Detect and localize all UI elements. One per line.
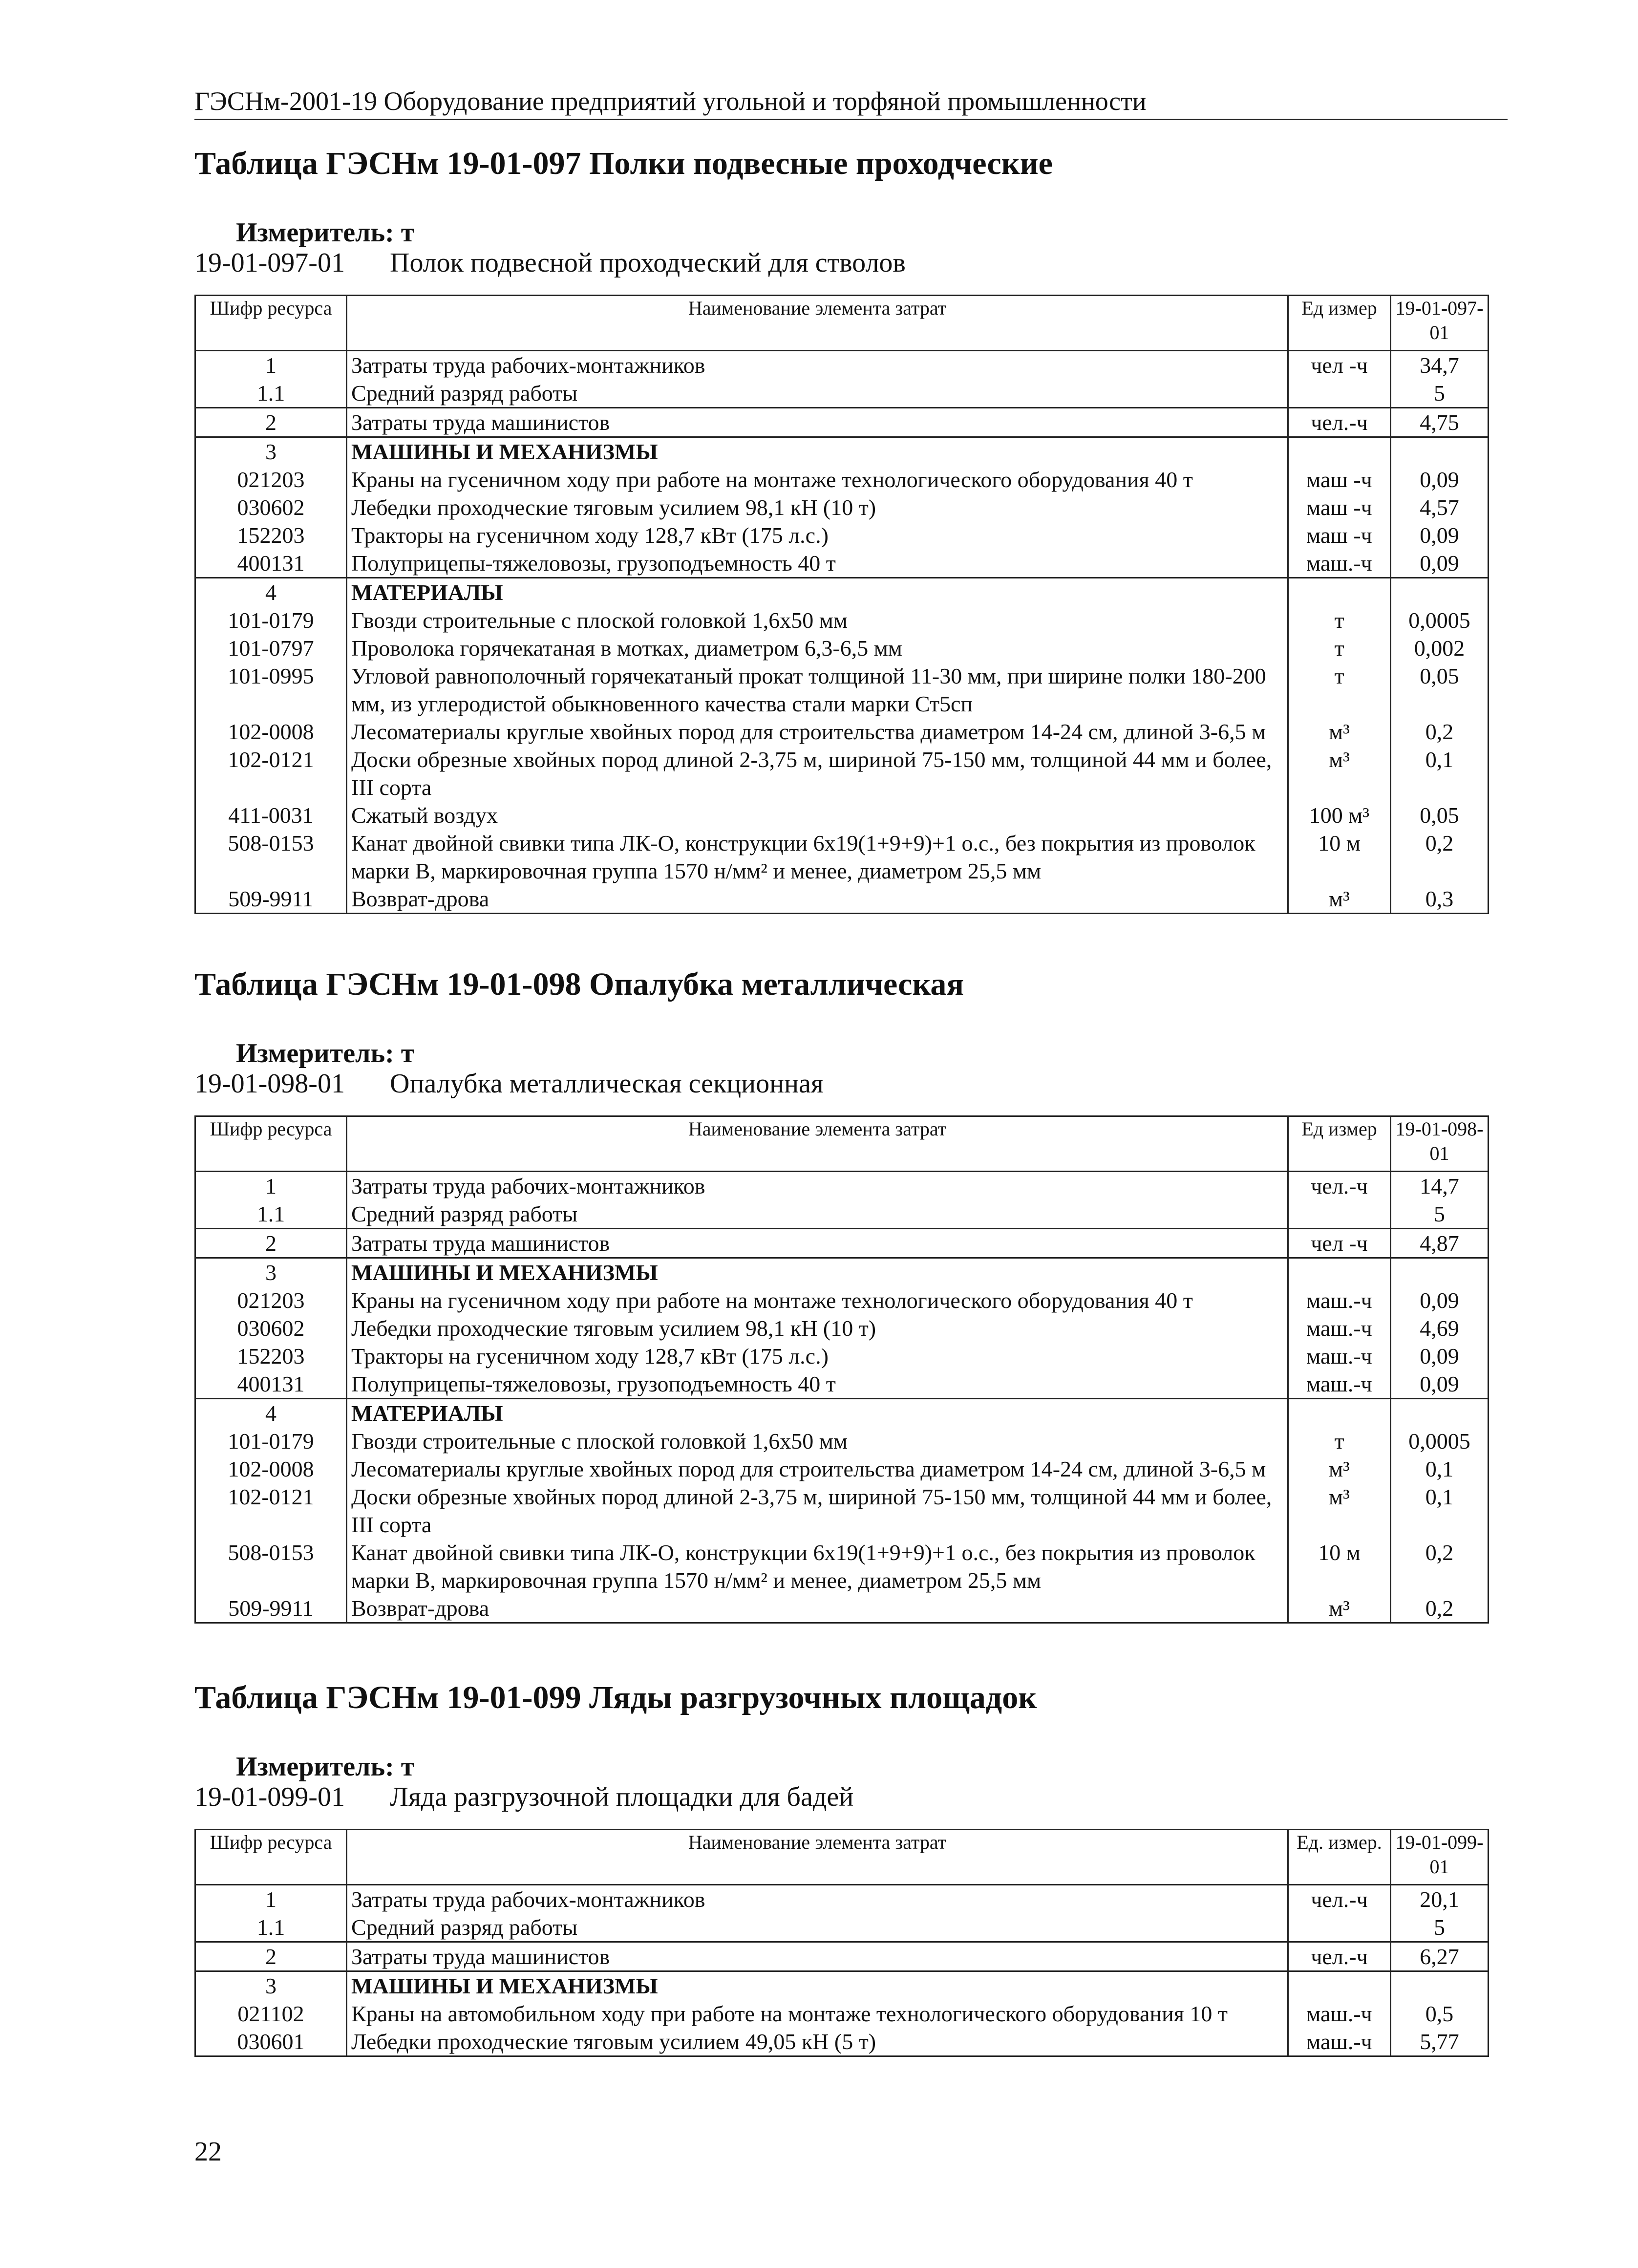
- resource-code: 2: [195, 1229, 347, 1258]
- cost-element-name: Лебедки проходческие тяговым усилием 98,1 кН (10 т): [347, 493, 1288, 521]
- column-header-unit: Ед. измер.: [1288, 1830, 1391, 1885]
- norm-value: 20,1: [1391, 1885, 1489, 1914]
- cost-element-name: Канат двойной свивки типа ЛК-О, конструкции 6х19(1+9+9)+1 о.с., без покрытия из проволок марки В, маркировочная группа 1570 н/мм² и менее, диаметром 25,5 мм: [347, 829, 1288, 885]
- resource-code: 101-0797: [195, 634, 347, 662]
- cost-element-name: МАШИНЫ И МЕХАНИЗМЫ: [347, 1258, 1288, 1287]
- norm-value: 0,2: [1391, 829, 1489, 885]
- resource-code: 4: [195, 578, 347, 607]
- resource-code: 508-0153: [195, 1539, 347, 1594]
- unit-of-measure: т: [1288, 634, 1391, 662]
- unit-of-measure: м³: [1288, 746, 1391, 801]
- norm-value: 5,77: [1391, 2028, 1489, 2056]
- table-header-row: [195, 1116, 1489, 1172]
- unit-of-measure: чел -ч: [1288, 351, 1391, 380]
- cost-element-name: Краны на автомобильном ходу при работе на монтаже технологического оборудования 10 т: [347, 2000, 1288, 2028]
- table-header-row: [195, 1830, 1489, 1885]
- cost-element-name: МАТЕРИАЛЫ: [347, 578, 1288, 607]
- norm-value: 5: [1391, 1913, 1489, 1942]
- table-row: [195, 1539, 1489, 1594]
- unit-of-measure: [1288, 1200, 1391, 1229]
- unit-of-measure: [1288, 1399, 1391, 1428]
- table-title: Таблица ГЭСНм 19-01-099 Ляды разгрузочных площадок: [194, 1680, 1037, 1715]
- norm-value: 0,2: [1391, 1594, 1489, 1623]
- unit-of-measure: маш.-ч: [1288, 2028, 1391, 2056]
- norm-code-line: [194, 1782, 1489, 1812]
- unit-of-measure: маш.-ч: [1288, 1314, 1391, 1342]
- table-row: [195, 2028, 1489, 2056]
- table-row: [195, 351, 1489, 380]
- norm-value: [1391, 1258, 1489, 1287]
- table-row: [195, 549, 1489, 578]
- table-row: [195, 1342, 1489, 1370]
- table-row: [195, 634, 1489, 662]
- norm-name: Ляда разгрузочной площадки для бадей: [390, 1782, 854, 1812]
- norm-value: 0,2: [1391, 718, 1489, 746]
- table-row: [195, 1172, 1489, 1200]
- unit-of-measure: чел.-ч: [1288, 1942, 1391, 1971]
- cost-element-name: Тракторы на гусеничном ходу 128,7 кВт (175 л.с.): [347, 1342, 1288, 1370]
- meter-label: Измеритель:: [236, 217, 394, 248]
- cost-element-name: Средний разряд работы: [347, 1913, 1288, 1942]
- cost-element-name: Средний разряд работы: [347, 379, 1288, 408]
- column-header-unit: Ед измер: [1288, 296, 1391, 351]
- cost-element-name: Краны на гусеничном ходу при работе на монтаже технологического оборудования 40 т: [347, 466, 1288, 493]
- column-header-value: 19-01-099-01: [1391, 1830, 1489, 1885]
- column-header-code: Шифр ресурса: [195, 1830, 347, 1885]
- norm-value: 0,05: [1391, 662, 1489, 718]
- cost-element-name: Доски обрезные хвойных пород длиной 2-3,75 м, шириной 75-150 мм, толщиной 44 мм и более, III сорта: [347, 746, 1288, 801]
- resource-code: 1: [195, 351, 347, 380]
- table-row: [195, 379, 1489, 408]
- norm-value: 6,27: [1391, 1942, 1489, 1971]
- table-row: [195, 466, 1489, 493]
- norm-value: 0,002: [1391, 634, 1489, 662]
- resource-code: 101-0179: [195, 606, 347, 634]
- norm-value: 0,05: [1391, 801, 1489, 829]
- table-row: [195, 437, 1489, 466]
- unit-of-measure: 10 м: [1288, 1539, 1391, 1594]
- table-row: [195, 801, 1489, 829]
- cost-element-name: Затраты труда рабочих-монтажников: [347, 1885, 1288, 1914]
- resource-code: 2: [195, 1942, 347, 1971]
- norm-value: 4,57: [1391, 493, 1489, 521]
- table-row: [195, 1427, 1489, 1455]
- table-section-099: [194, 1678, 1489, 2057]
- norm-value: 4,69: [1391, 1314, 1489, 1342]
- resource-code: 508-0153: [195, 829, 347, 885]
- norm-value: 4,87: [1391, 1229, 1489, 1258]
- table-row: [195, 718, 1489, 746]
- norm-value: 0,09: [1391, 549, 1489, 578]
- column-header-value: 19-01-097-01: [1391, 296, 1489, 351]
- table-row: [195, 1229, 1489, 1258]
- cost-element-name: МАШИНЫ И МЕХАНИЗМЫ: [347, 1971, 1288, 2000]
- resource-code: 3: [195, 437, 347, 466]
- unit-of-measure: м³: [1288, 1483, 1391, 1539]
- cost-element-name: Краны на гусеничном ходу при работе на монтаже технологического оборудования 40 т: [347, 1286, 1288, 1314]
- cost-element-name: МАТЕРИАЛЫ: [347, 1399, 1288, 1428]
- unit-of-measure: м³: [1288, 1455, 1391, 1483]
- table-header-row: [195, 296, 1489, 351]
- unit-of-measure: [1288, 578, 1391, 607]
- norm-name: Опалубка металлическая секционная: [390, 1069, 824, 1099]
- table-row: [195, 1370, 1489, 1399]
- resource-code: 2: [195, 408, 347, 437]
- cost-element-name: Лебедки проходческие тяговым усилием 49,05 кН (5 т): [347, 2028, 1288, 2056]
- unit-of-measure: маш.-ч: [1288, 549, 1391, 578]
- column-header-name: Наименование элемента затрат: [347, 1116, 1288, 1172]
- resource-code: 1: [195, 1885, 347, 1914]
- norm-code: 19-01-099-01: [194, 1782, 345, 1812]
- norm-value: 0,09: [1391, 466, 1489, 493]
- table-row: [195, 1942, 1489, 1971]
- table-row: [195, 1594, 1489, 1623]
- unit-of-measure: [1288, 1913, 1391, 1942]
- table-row: [195, 1885, 1489, 1914]
- cost-element-name: Затраты труда рабочих-монтажников: [347, 351, 1288, 380]
- norm-value: 0,09: [1391, 1370, 1489, 1399]
- table-row: [195, 1258, 1489, 1287]
- resource-code: 400131: [195, 549, 347, 578]
- resource-code: 3: [195, 1258, 347, 1287]
- norm-code: 19-01-097-01: [194, 248, 345, 278]
- unit-of-measure: т: [1288, 606, 1391, 634]
- norm-value: 4,75: [1391, 408, 1489, 437]
- meter-label: Измеритель:: [236, 1752, 394, 1782]
- norm-value: 5: [1391, 379, 1489, 408]
- unit-of-measure: маш.-ч: [1288, 1342, 1391, 1370]
- resource-code: 030602: [195, 1314, 347, 1342]
- cost-table: [194, 1115, 1489, 1624]
- resource-code: 030602: [195, 493, 347, 521]
- unit-of-measure: м³: [1288, 885, 1391, 914]
- unit-of-measure: [1288, 1258, 1391, 1287]
- table-row: [195, 1314, 1489, 1342]
- norm-value: 0,1: [1391, 1455, 1489, 1483]
- column-header-value: 19-01-098-01: [1391, 1116, 1489, 1172]
- unit-of-measure: м³: [1288, 718, 1391, 746]
- resource-code: 030601: [195, 2028, 347, 2056]
- cost-element-name: Полуприцепы-тяжеловозы, грузоподъемность 40 т: [347, 1370, 1288, 1399]
- table-row: [195, 662, 1489, 718]
- table-title: Таблица ГЭСНм 19-01-098 Опалубка металлическая: [194, 966, 964, 1002]
- page-number: 22: [194, 2137, 222, 2167]
- unit-of-measure: [1288, 1971, 1391, 2000]
- norm-code-line: [194, 248, 1489, 278]
- meter-line: [194, 217, 1489, 248]
- norm-value: 0,3: [1391, 885, 1489, 914]
- norm-value: 14,7: [1391, 1172, 1489, 1200]
- cost-element-name: Лебедки проходческие тяговым усилием 98,1 кН (10 т): [347, 1314, 1288, 1342]
- cost-element-name: Затраты труда машинистов: [347, 408, 1288, 437]
- cost-element-name: МАШИНЫ И МЕХАНИЗМЫ: [347, 437, 1288, 466]
- unit-of-measure: чел.-ч: [1288, 1172, 1391, 1200]
- unit-of-measure: [1288, 437, 1391, 466]
- cost-element-name: Лесоматериалы круглые хвойных пород для строительства диаметром 14-24 см, длиной 3-6,5 м: [347, 718, 1288, 746]
- resource-code: 021203: [195, 466, 347, 493]
- cost-element-name: Доски обрезные хвойных пород длиной 2-3,75 м, шириной 75-150 мм, толщиной 44 мм и более, III сорта: [347, 1483, 1288, 1539]
- table-row: [195, 1971, 1489, 2000]
- table-row: [195, 1200, 1489, 1229]
- unit-of-measure: чел.-ч: [1288, 408, 1391, 437]
- norm-value: 0,09: [1391, 1342, 1489, 1370]
- column-header-name: Наименование элемента затрат: [347, 296, 1288, 351]
- resource-code: 400131: [195, 1370, 347, 1399]
- table-row: [195, 1913, 1489, 1942]
- unit-of-measure: маш -ч: [1288, 521, 1391, 549]
- resource-code: 102-0008: [195, 718, 347, 746]
- cost-element-name: Затраты труда рабочих-монтажников: [347, 1172, 1288, 1200]
- unit-of-measure: 100 м³: [1288, 801, 1391, 829]
- cost-element-name: Проволока горячекатаная в мотках, диаметром 6,3-6,5 мм: [347, 634, 1288, 662]
- norm-value: 0,0005: [1391, 606, 1489, 634]
- norm-value: [1391, 578, 1489, 607]
- resource-code: 102-0121: [195, 746, 347, 801]
- table-row: [195, 578, 1489, 607]
- cost-element-name: Средний разряд работы: [347, 1200, 1288, 1229]
- resource-code: 152203: [195, 1342, 347, 1370]
- meter-unit: т: [401, 217, 415, 248]
- table-row: [195, 829, 1489, 885]
- table-row: [195, 1483, 1489, 1539]
- table-row: [195, 408, 1489, 437]
- table-row: [195, 746, 1489, 801]
- norm-value: [1391, 1399, 1489, 1428]
- resource-code: 4: [195, 1399, 347, 1428]
- resource-code: 509-9911: [195, 1594, 347, 1623]
- column-header-code: Шифр ресурса: [195, 1116, 347, 1172]
- norm-value: 0,0005: [1391, 1427, 1489, 1455]
- norm-value: 0,09: [1391, 521, 1489, 549]
- column-header-unit: Ед измер: [1288, 1116, 1391, 1172]
- column-header-code: Шифр ресурса: [195, 296, 347, 351]
- norm-value: 34,7: [1391, 351, 1489, 380]
- unit-of-measure: чел -ч: [1288, 1229, 1391, 1258]
- unit-of-measure: т: [1288, 1427, 1391, 1455]
- resource-code: 021102: [195, 2000, 347, 2028]
- unit-of-measure: маш -ч: [1288, 493, 1391, 521]
- table-row: [195, 521, 1489, 549]
- table-section-097: [194, 144, 1489, 914]
- cost-element-name: Гвозди строительные с плоской головкой 1,6х50 мм: [347, 606, 1288, 634]
- resource-code: 411-0031: [195, 801, 347, 829]
- meter-line: [194, 1752, 1489, 1782]
- unit-of-measure: маш.-ч: [1288, 2000, 1391, 2028]
- meter-unit: т: [401, 1038, 415, 1069]
- norm-value: 0,5: [1391, 2000, 1489, 2028]
- table-row: [195, 606, 1489, 634]
- resource-code: 152203: [195, 521, 347, 549]
- norm-value: 0,2: [1391, 1539, 1489, 1594]
- unit-of-measure: маш.-ч: [1288, 1370, 1391, 1399]
- cost-element-name: Затраты труда машинистов: [347, 1229, 1288, 1258]
- norm-value: 0,1: [1391, 1483, 1489, 1539]
- table-title: Таблица ГЭСНм 19-01-097 Полки подвесные проходческие: [194, 146, 1053, 181]
- unit-of-measure: маш.-ч: [1288, 1286, 1391, 1314]
- cost-element-name: Возврат-дрова: [347, 1594, 1288, 1623]
- unit-of-measure: [1288, 379, 1391, 408]
- norm-name: Полок подвесной проходческий для стволов: [390, 248, 906, 278]
- resource-code: 1.1: [195, 1913, 347, 1942]
- meter-label: Измеритель:: [236, 1038, 394, 1069]
- cost-element-name: Полуприцепы-тяжеловозы, грузоподъемность 40 т: [347, 549, 1288, 578]
- cost-element-name: Угловой равнополочный горячекатаный прокат толщиной 11-30 мм, при ширине полки 180-200 мм, из углеродистой обыкновенного качества стали марки Ст5сп: [347, 662, 1288, 718]
- resource-code: 1: [195, 1172, 347, 1200]
- table-row: [195, 2000, 1489, 2028]
- norm-value: 0,09: [1391, 1286, 1489, 1314]
- table-row: [195, 1399, 1489, 1428]
- unit-of-measure: м³: [1288, 1594, 1391, 1623]
- column-header-name: Наименование элемента затрат: [347, 1830, 1288, 1885]
- resource-code: 1.1: [195, 1200, 347, 1229]
- norm-value: 5: [1391, 1200, 1489, 1229]
- norm-value: [1391, 1971, 1489, 2000]
- resource-code: 101-0179: [195, 1427, 347, 1455]
- cost-table: [194, 295, 1489, 914]
- cost-element-name: Возврат-дрова: [347, 885, 1288, 914]
- table-section-098: [194, 965, 1489, 1624]
- page-header: ГЭСНм-2001-19 Оборудование предприятий угольной и торфяной промышленности: [194, 86, 1508, 120]
- meter-line: [194, 1038, 1489, 1069]
- norm-value: [1391, 437, 1489, 466]
- resource-code: 102-0008: [195, 1455, 347, 1483]
- table-row: [195, 1455, 1489, 1483]
- cost-table: [194, 1829, 1489, 2057]
- cost-element-name: Тракторы на гусеничном ходу 128,7 кВт (175 л.с.): [347, 521, 1288, 549]
- unit-of-measure: т: [1288, 662, 1391, 718]
- table-row: [195, 885, 1489, 914]
- unit-of-measure: 10 м: [1288, 829, 1391, 885]
- norm-value: 0,1: [1391, 746, 1489, 801]
- resource-code: 1.1: [195, 379, 347, 408]
- resource-code: 3: [195, 1971, 347, 2000]
- norm-code-line: [194, 1069, 1489, 1099]
- meter-unit: т: [401, 1752, 415, 1782]
- unit-of-measure: чел.-ч: [1288, 1885, 1391, 1914]
- cost-element-name: Лесоматериалы круглые хвойных пород для строительства диаметром 14-24 см, длиной 3-6,5 м: [347, 1455, 1288, 1483]
- resource-code: 102-0121: [195, 1483, 347, 1539]
- cost-element-name: Сжатый воздух: [347, 801, 1288, 829]
- table-row: [195, 493, 1489, 521]
- norm-code: 19-01-098-01: [194, 1069, 345, 1099]
- resource-code: 021203: [195, 1286, 347, 1314]
- cost-element-name: Затраты труда машинистов: [347, 1942, 1288, 1971]
- resource-code: 509-9911: [195, 885, 347, 914]
- resource-code: 101-0995: [195, 662, 347, 718]
- table-row: [195, 1286, 1489, 1314]
- unit-of-measure: маш -ч: [1288, 466, 1391, 493]
- cost-element-name: Канат двойной свивки типа ЛК-О, конструкции 6х19(1+9+9)+1 о.с., без покрытия из проволок марки В, маркировочная группа 1570 н/мм² и менее, диаметром 25,5 мм: [347, 1539, 1288, 1594]
- cost-element-name: Гвозди строительные с плоской головкой 1,6х50 мм: [347, 1427, 1288, 1455]
